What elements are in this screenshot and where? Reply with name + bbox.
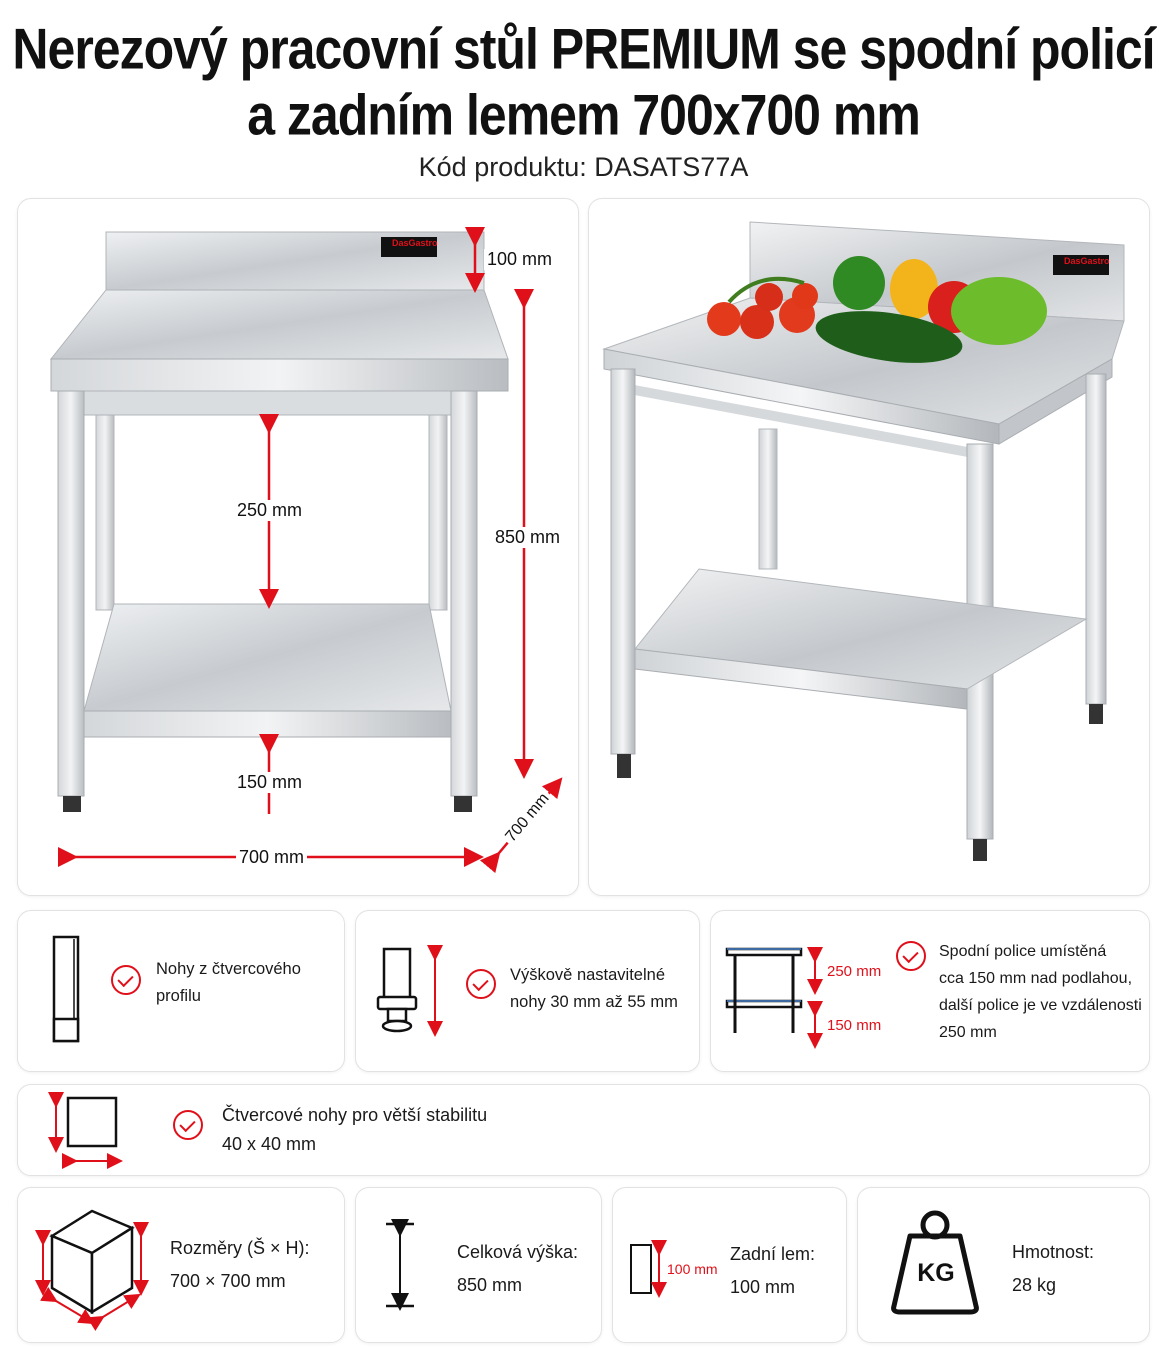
spec-back-edge-card	[612, 1187, 847, 1343]
spec-dimensions-value: 700 × 700 mm	[170, 1271, 286, 1291]
feature-adjustable-card	[355, 910, 700, 1072]
dim-shelf-gap: 250 mm	[234, 500, 305, 521]
dimension-diagram-card	[17, 198, 579, 896]
spec-weight-card	[857, 1187, 1150, 1343]
product-photo-card	[588, 198, 1150, 896]
dim-shelf-floor: 150 mm	[234, 772, 305, 793]
check-icon	[896, 941, 926, 971]
dim-width: 700 mm	[236, 847, 307, 868]
spec-height-label: Celková výška:	[457, 1242, 579, 1262]
table-photo	[589, 199, 1151, 897]
page-title-line2: a zadním lemem 700x700 mm	[247, 82, 920, 148]
feature-shelf-card	[710, 910, 1150, 1072]
dim-height: 850 mm	[492, 527, 563, 548]
weight-icon	[858, 1188, 1151, 1344]
product-code: Kód produktu: DASATS77A	[418, 152, 749, 182]
spec-back-edge-value: 100 mm	[730, 1277, 796, 1297]
spec-dimensions-card	[17, 1187, 345, 1343]
check-icon	[466, 969, 496, 999]
dim-depth: 700 mm	[501, 788, 556, 848]
spec-weight-text	[1012, 1236, 1094, 1302]
shelf-icon-top-label: 250 mm	[827, 963, 882, 980]
dim-back-edge: 100 mm	[484, 249, 555, 270]
spec-dimensions-text	[170, 1232, 310, 1298]
shelf-icon-bottom-label: 150 mm	[827, 1017, 882, 1034]
spec-height-text	[457, 1236, 578, 1302]
weight-icon-label: KG	[917, 1259, 955, 1287]
back-edge-icon-label: 100 mm	[667, 1261, 718, 1277]
spec-weight-value: 28 kg	[1012, 1275, 1057, 1295]
brand-logo: DasGastro	[1064, 256, 1110, 266]
brand-logo: DasGastro	[392, 238, 438, 248]
spec-dimensions-label: Rozměry (Š × H):	[170, 1238, 310, 1258]
feature-square-card	[17, 1084, 1150, 1176]
spec-height-value: 850 mm	[457, 1275, 523, 1295]
check-icon	[173, 1110, 203, 1140]
feature-adjustable-text: Výškově nastavitelné nohy 30 mm až 55 mm	[510, 966, 678, 1011]
feature-square-text: Čtvercové nohy pro větší stabilitu 40 x 40 mm	[222, 1105, 488, 1154]
spec-back-edge-label: Zadní lem:	[730, 1244, 816, 1264]
spec-height-card	[355, 1187, 602, 1343]
spec-back-edge-text	[730, 1238, 815, 1304]
page-title-line1: Nerezový pracovní stůl PREMIUM se spodní policí	[12, 16, 1155, 82]
feature-legs-card	[17, 910, 345, 1072]
feature-legs-text: Nohy z čtvercového profilu	[156, 960, 301, 1005]
check-icon	[111, 965, 141, 995]
feature-shelf-text: Spodní police umístěná cca 150 mm nad podlahou, další police je ve vzdálenosti 250 mm	[939, 943, 1142, 1041]
spec-weight-label: Hmotnost:	[1012, 1242, 1095, 1262]
